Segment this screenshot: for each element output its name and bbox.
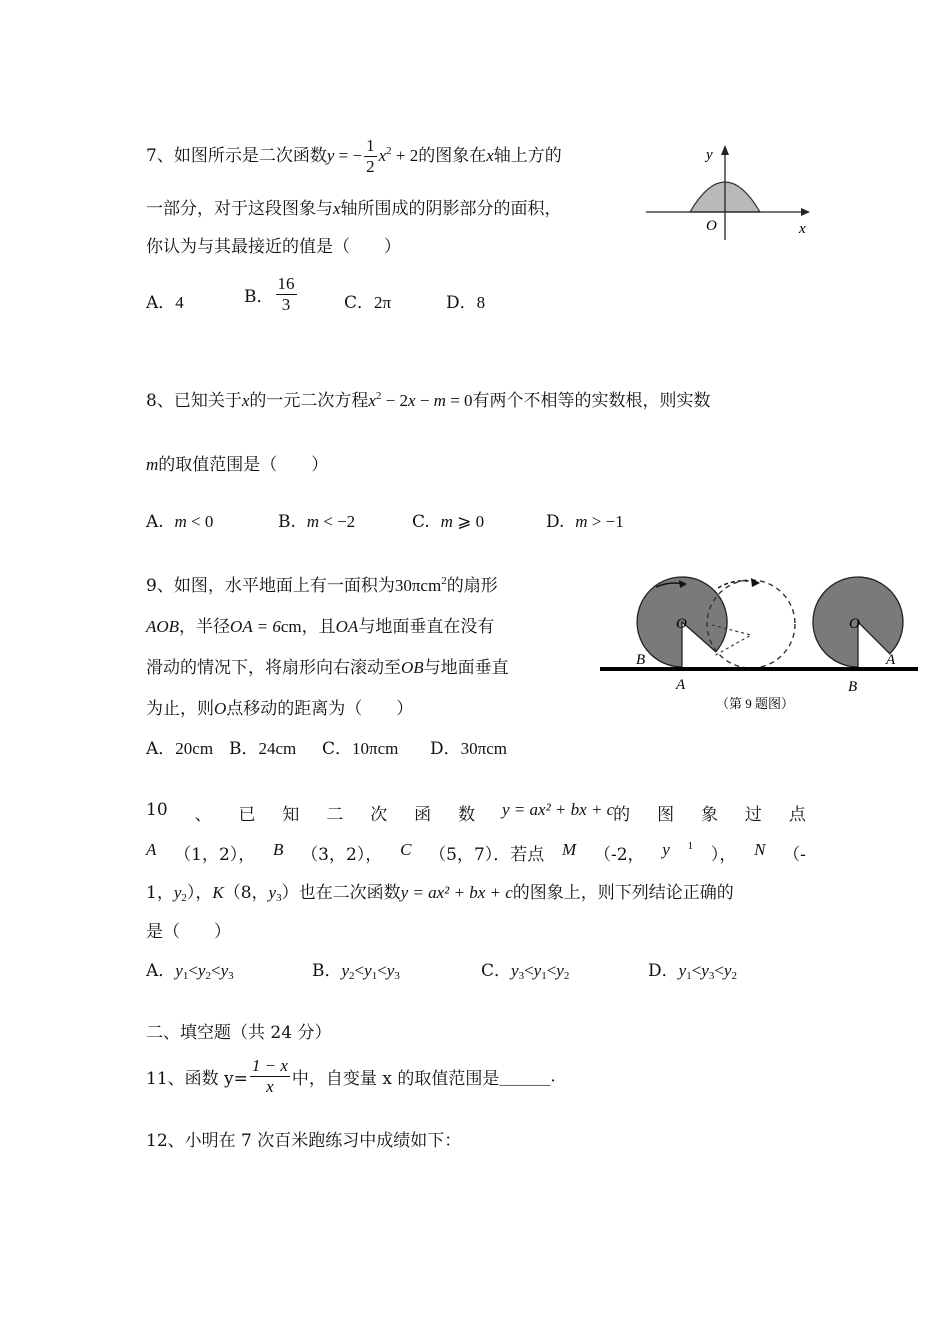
- q7-line1: 7、如图所示是二次函数y = − $\frac{1}{2}$ $x^2 + 2$的图象在x轴上方的: [146, 136, 562, 176]
- q10-line2-segment: （-: [783, 845, 806, 865]
- q7-option-d: D．8: [446, 293, 486, 313]
- q7-option-b: B． $\frac{16}{3}$: [244, 274, 295, 314]
- label-a-right: A: [886, 652, 896, 668]
- q9-option-a: A．20cm: [146, 739, 214, 759]
- y-axis-label: y: [706, 147, 713, 163]
- q7-option-a: A．4: [146, 293, 184, 313]
- section-title: 二、填空题（共 24 分）: [146, 1023, 332, 1043]
- q8-line1: 8、已知关于x的一元二次方程$x^2 - 2x - m = 0$有两个不相等的实数根，则实数: [146, 390, 711, 411]
- q10-option-b: B．$y_2<y_1<y_3$: [312, 961, 400, 982]
- label-b-right: B: [848, 679, 858, 695]
- q8-option-a: A. m < 0: [146, 512, 214, 532]
- q10-line2-segment: N: [754, 840, 766, 859]
- q10-line2-segment: ），: [710, 845, 737, 865]
- q10-line2-segment: （3，2），: [301, 845, 383, 865]
- q10-line2-segment: C: [400, 840, 412, 859]
- label-o-left: O: [676, 616, 687, 632]
- q7-parabola-figure: [640, 140, 820, 240]
- q8-option-b: B. m < −2: [278, 512, 356, 532]
- q9-sector-figure: [596, 574, 922, 716]
- figure-caption: （第 9 题图）: [716, 696, 795, 711]
- q9-line1: 9、如图，水平地面上有一面积为30πcm$^2$的扇形: [146, 575, 498, 596]
- q9-option-c: C．10πcm: [322, 739, 399, 759]
- q10-line2-segment: M: [562, 840, 577, 859]
- q10-option-d: D．$y_1<y_3<y_2$: [648, 961, 737, 982]
- q8-line2: m的取值范围是（ ）: [146, 455, 329, 475]
- answer-blank[interactable]: ______: [499, 1066, 551, 1087]
- q10-line2-segment: y: [662, 840, 670, 859]
- q10-option-a: A．$y_1<y_2<y_3$: [146, 961, 234, 982]
- q9-line2: AOB，半径OA = 6cm，且OA与地面垂直在没有: [146, 617, 495, 637]
- q10-option-c: C．$y_3<y_1<y_2$: [481, 961, 570, 982]
- q10-line1: 10 、 已 知 二 次 函 数 y = ax² + bx + c 的 图 象 过 点: [146, 800, 806, 825]
- q7-line3: 你认为与其最接近的值是（ ）: [146, 237, 401, 257]
- q10-line2-segment: 1: [687, 840, 694, 852]
- q7-option-c: C．2π: [344, 293, 392, 313]
- rolling-arrowhead-icon: [751, 578, 760, 587]
- q10-line3: 1，$y_2$），K（8，$y_3$）也在二次函数y = ax² + bx + c的图象上，则下列结论正确的: [146, 883, 734, 904]
- q9-line3: 滑动的情况下，将扇形向右滚动至OB与地面垂直: [146, 658, 509, 678]
- origin-label: O: [706, 218, 717, 234]
- q8-option-d: D. m > −1: [546, 512, 624, 532]
- label-o-right: O: [849, 616, 860, 632]
- x-axis-arrow-icon: [801, 208, 810, 216]
- q10-line2-segment: B: [273, 840, 284, 859]
- q10-line2-segment: （1，2），: [174, 845, 256, 865]
- q10-line2-segment: （5，7）．若点: [429, 845, 545, 865]
- q9-line4: 为止，则O点移动的距离为（ ）: [146, 699, 414, 719]
- label-b-left: B: [636, 652, 646, 668]
- x-axis-label: x: [799, 221, 806, 237]
- q7-fraction: $\frac{1}{2}$: [366, 136, 375, 176]
- q10-line2-segment: A: [146, 840, 157, 859]
- q10-line2-segment: （-2，: [593, 845, 645, 865]
- q11-line: 11、函数 y= $\frac{1 - x}{x}$ 中，自变量 x 的取值范围是______.: [146, 1056, 556, 1096]
- y-axis-arrow-icon: [721, 145, 729, 155]
- q9-option-d: D．30πcm: [430, 739, 508, 759]
- label-a-left: A: [676, 677, 686, 693]
- q9-option-b: B．24cm: [229, 739, 297, 759]
- q10-line2: [146, 840, 806, 865]
- q11-fraction: $\frac{1 - x}{x}$: [251, 1056, 288, 1096]
- q8-option-c: C. m ⩾ 0: [412, 512, 485, 532]
- q12-line: 12、小明在 7 次百米跑练习中成绩如下：: [146, 1131, 462, 1151]
- q10-line4: 是（ ）: [146, 922, 231, 942]
- q7-line2: 一部分，对于这段图象与x轴所围成的阴影部分的面积，: [146, 199, 562, 219]
